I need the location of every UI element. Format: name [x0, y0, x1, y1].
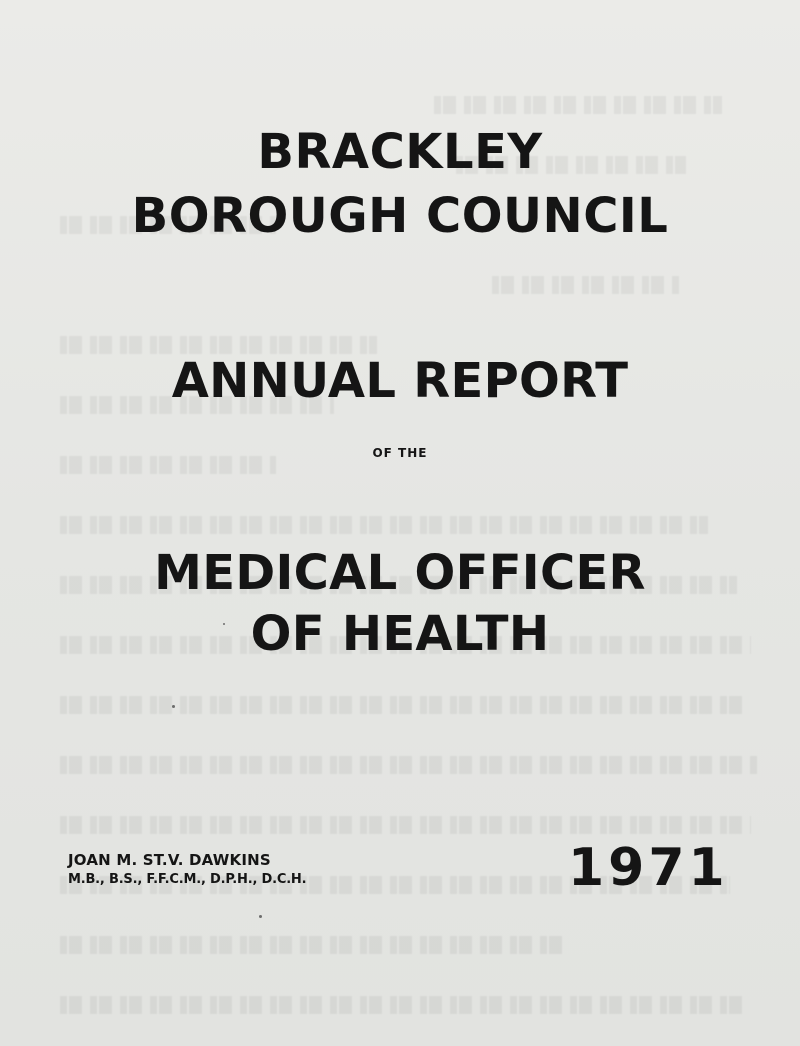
report-title: ANNUAL REPORT — [171, 353, 629, 409]
report-year: 1971 — [568, 838, 729, 898]
author-block — [68, 850, 306, 890]
paper-speck — [172, 705, 175, 708]
title-connector: OF THE — [372, 446, 428, 460]
officer-title-line-1: MEDICAL OFFICER — [154, 545, 646, 601]
author-qualifications: M.B., B.S., F.F.C.M., D.P.H., D.C.H. — [68, 872, 307, 887]
paper-speck — [259, 915, 262, 918]
author-name: JOAN M. ST.V. DAWKINS — [68, 851, 271, 869]
council-name-line-1: BRACKLEY — [257, 124, 543, 180]
paper-speck — [223, 623, 225, 625]
council-name-line-2: BOROUGH COUNCIL — [131, 188, 669, 244]
officer-title-line-2: OF HEALTH — [250, 606, 550, 662]
